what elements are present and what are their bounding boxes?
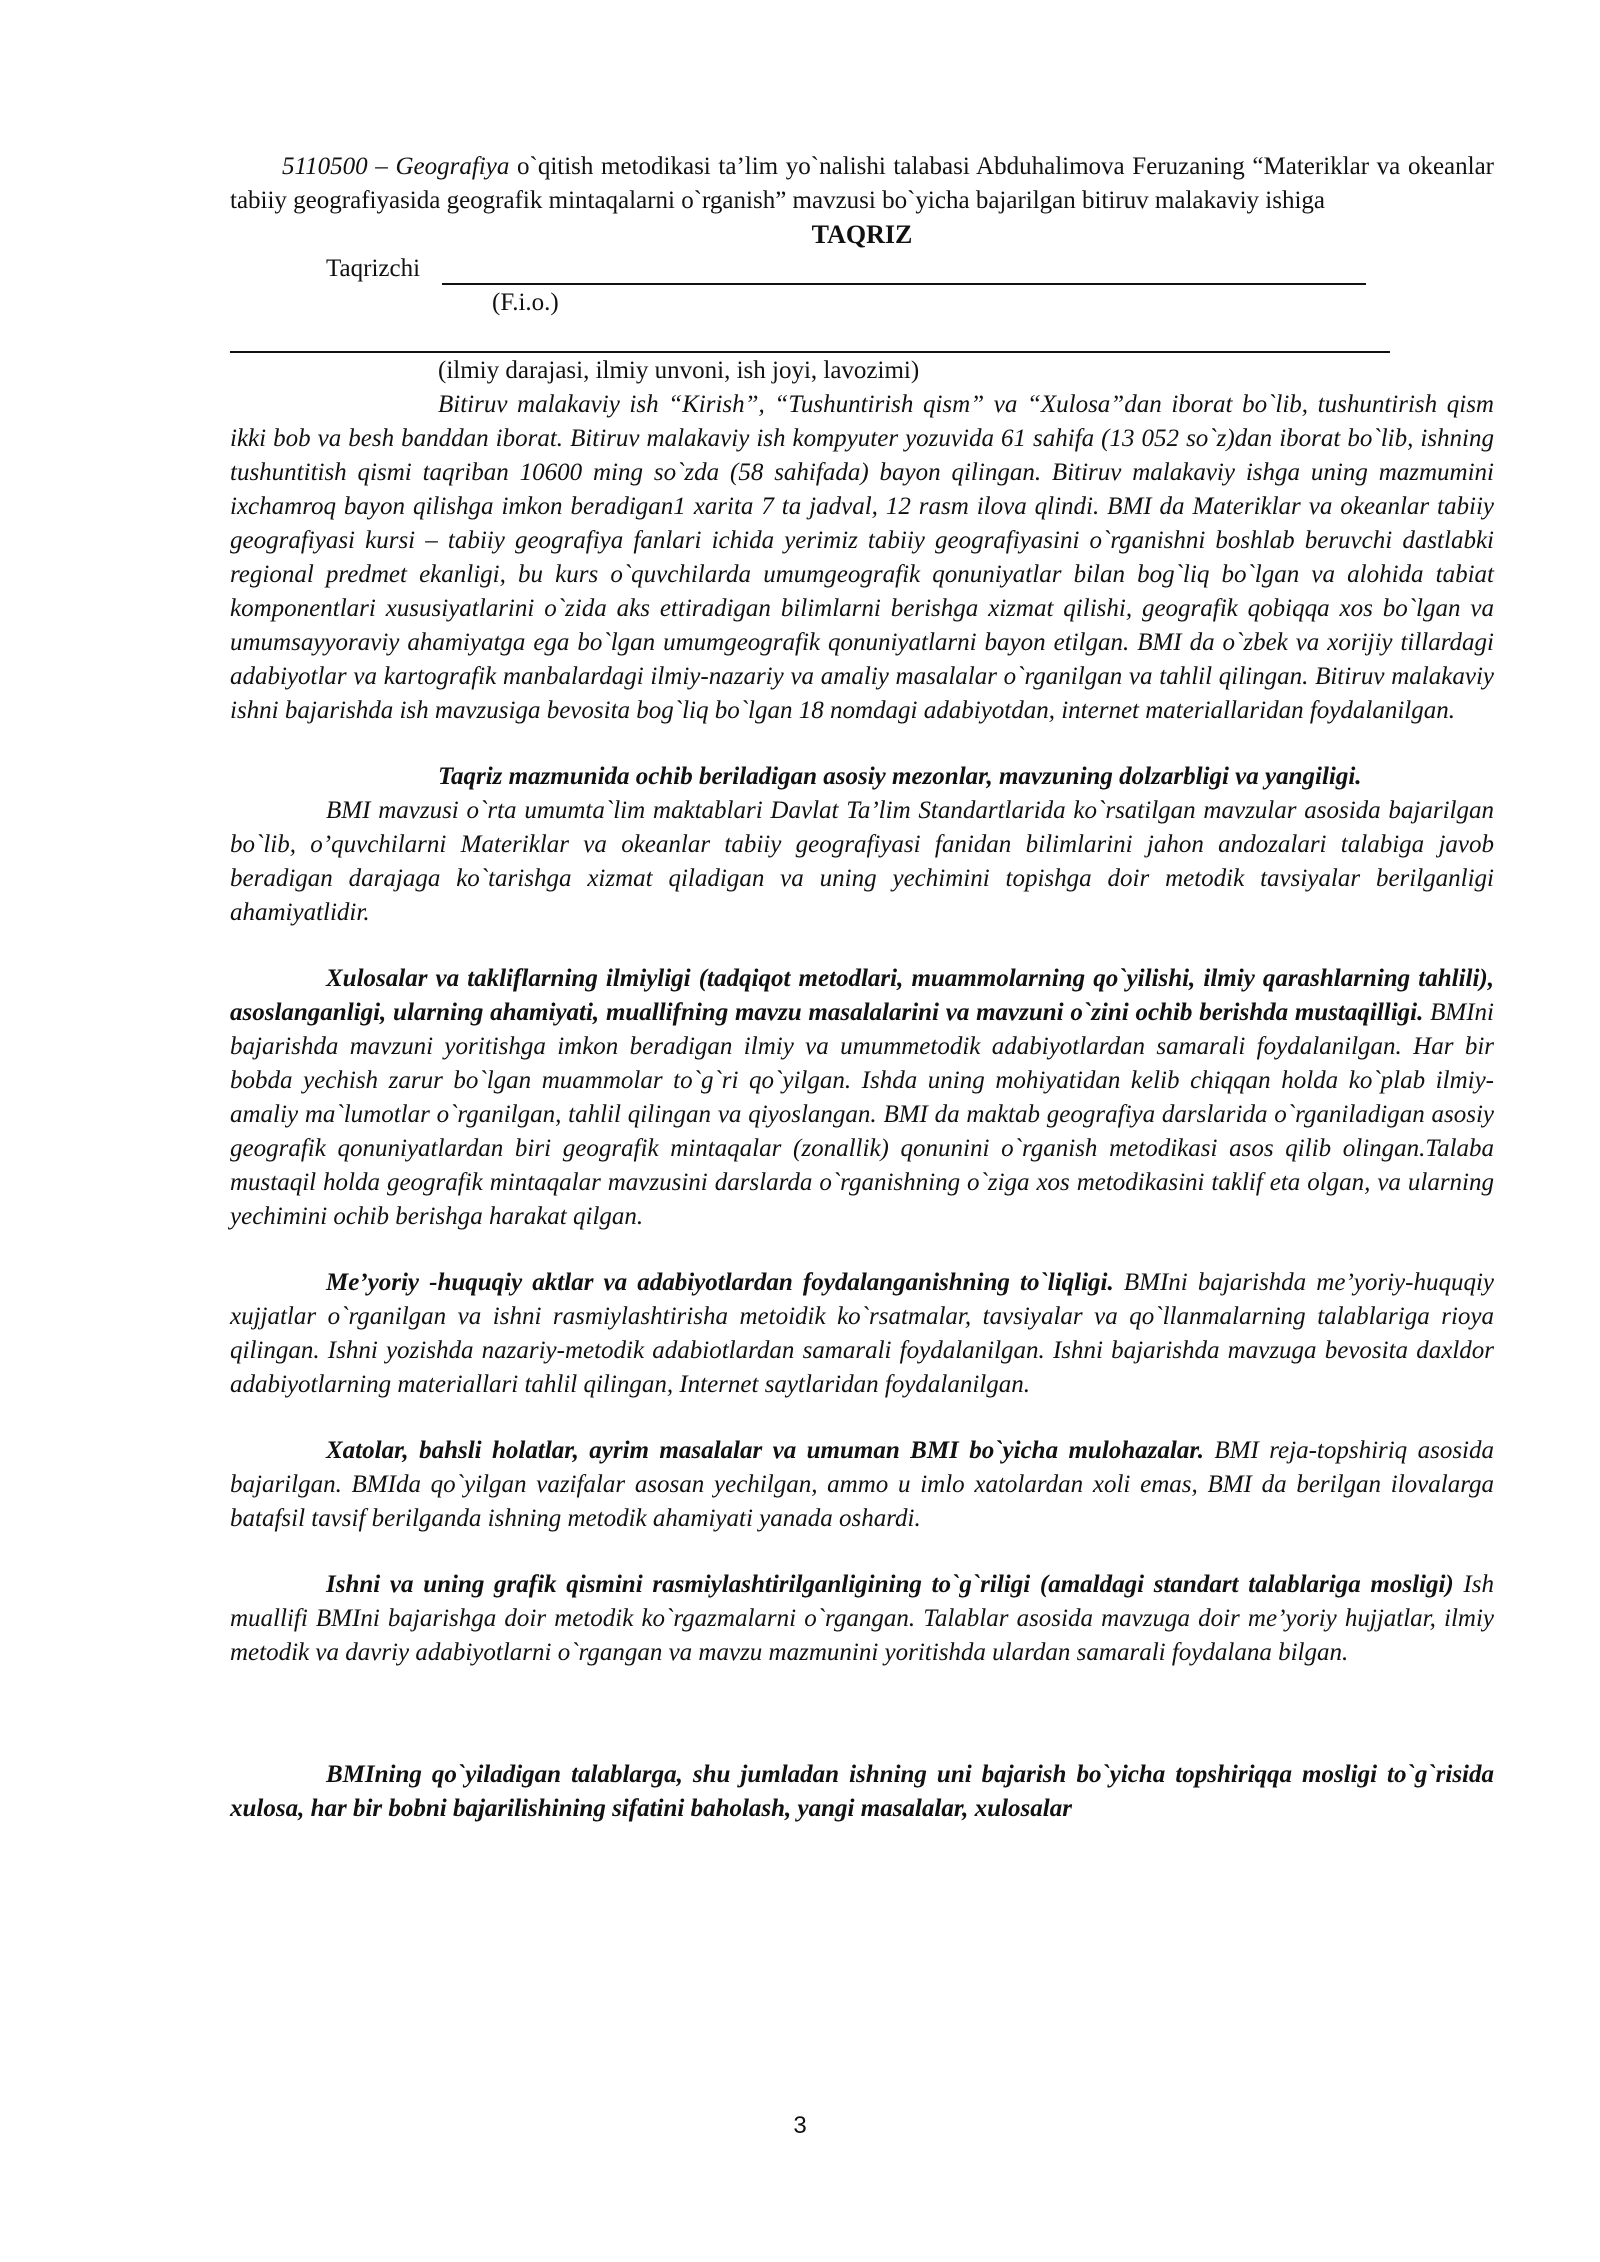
section5-heading: Ishni va uning grafik qismini rasmiylashtirilganligining to`g`riligi (amaldagi standart talablariga mosligi) (326, 1571, 1454, 1598)
spacer (230, 1670, 1494, 1758)
degree-caption: (ilmiy darajasi, ilmiy unvoni, ish joyi, lavozimi) (438, 357, 920, 384)
degree-line (230, 320, 1390, 353)
section3-body: BMIni bajarishda me’yoriy-huquqiy xujjatlar o`rganilgan va ishni rasmiylashtirisha metoidik ko`rsatmalar, tavsiyalar va qo`llanmalarning talablariga rioya qilingan. Ishni yozishda nazariy-metodik adabiotlardan samarali foydalanilgan. Ishni bajarishda mavzuga bevosita daxldor adabiyotlarning materiallari tahlil qilingan, Internet saytlaridan foydalanilgan. (230, 1269, 1494, 1398)
header-paragraph (230, 150, 1494, 218)
section1-heading: Taqriz mazmunida ochib beriladigan asosiy mezonlar, mavzuning dolzarbligi va yangiligi. (438, 763, 1362, 790)
spacer (230, 728, 1494, 760)
section2-paragraph (230, 962, 1494, 1234)
document-title: TAQRIZ (811, 220, 913, 249)
reviewer-row (230, 252, 1494, 286)
spacer (230, 1234, 1494, 1266)
reviewer-name-line (442, 252, 1366, 285)
page-number: 3 (793, 2112, 807, 2139)
section3-heading: Me’yoriy -huquqiy aktlar va adabiyotlardan foydalanganishning to`liqligi. (326, 1269, 1114, 1296)
header-text: o`qitish metodikasi ta’lim yo`nalishi talabasi Abduhalimova Feruzaning “Materiklar va okeanlar tabiiy geografiyasida geografik mintaqalarni o`rganish” mavzusi bo`yicha bajarilgan bitiruv malakaviy ishiga (230, 153, 1495, 214)
section6-heading: BMIning qo`yiladigan talablarga, shu jumladan ishning uni bajarish bo`yicha topshiriqqa mosligi to`g`risida xulosa, har bir bobni bajarilishining sifatini baholash, yangi masalalar, xulosalar (230, 1761, 1494, 1822)
spacer (230, 930, 1494, 962)
program-code: 5110500 – Geografiya (282, 153, 510, 180)
section2-heading: Xulosalar va takliflarning ilmiyligi (tadqiqot metodlari, muammolarning qo`yilishi, ilmiy qarashlarning tahlili), asoslanganligi, ularning ahamiyati, muallifning mavzu masalalarini va mavzuni o`zini ochib berishda mustaqilligi. (230, 965, 1494, 1026)
document-content (230, 150, 1494, 1826)
section3-paragraph (230, 1266, 1494, 1402)
section1-body: BMI mavzusi o`rta umumta`lim maktablari Davlat Ta’lim Standartlarida ko`rsatilgan mavzular asosida bajarilgan bo`lib, o’quvchilarni Materiklar va okeanlar tabiiy geografiyasi fanidan bilimlarini jahon andozalari talabiga javob beradigan darajaga ko`tarishga xizmat qiladigan va uning yechimini topishga doir metodik tavsiyalar berilganligi ahamiyatlidir. (230, 797, 1494, 926)
reviewer-label: Taqrizchi (326, 255, 421, 282)
section4-paragraph (230, 1434, 1494, 1536)
degree-line-row (230, 320, 1494, 354)
spacer (230, 1402, 1494, 1434)
section2-body: BMIni bajarishda mavzuni yoritishga imkon beradigan ilmiy va umummetodik adabiyotlardan samarali foydalanilgan. Har bir bobda yechish zarur bo`lgan muammolar to`g`ri qo`yilgan. Ishda uning mohiyatidan kelib chiqqan holda ko`plab ilmiy-amaliy ma`lumotlar o`rganilgan, tahlil qilingan va qiyoslangan. BMI da maktab geografiya darslarida o`rganiladigan asosiy geografik qonuniyatlardan biri geografik mintaqalar (zonallik) qonunini o`rganish metodikasi asos qilib olingan.Talaba mustaqil holda geografik mintaqalar mavzusini darslarda o`rganishning o`ziga xos metodikasini taklif eta olgan, va ularning yechimini ochib berishga harakat qilgan. (230, 999, 1494, 1230)
section4-heading: Xatolar, bahsli holatlar, ayrim masalalar va umuman BMI bo`yicha mulohazalar. (326, 1437, 1204, 1464)
intro-paragraph: Bitiruv malakaviy ish “Kirish”, “Tushuntirish qism” va “Xulosa”dan iborat bo`lib, tushuntirish qism ikki bob va besh banddan iborat. Bitiruv malakaviy ish kompyuter yozuvida 61 sahifa (13 052 so`z)dan iborat bo`lib, ishning tushuntitish qismi taqriban 10600 ming so`zda (58 sahifada) bayon qilingan. Bitiruv malakaviy ishga uning mazmumini ixchamroq bayon qilishga imkon beradigan1 xarita 7 ta jadval, 12 rasm ilova qlindi. BMI da Materiklar va okeanlar tabiiy geografiyasi kursi – tabiiy geografiya fanlari ichida yerimiz tabiiy geografiyasini o`rganishni boshlab beruvchi dastlabki regional predmet ekanligi, bu kurs o`quvchilarda umumgeografik qonuniyatlar bilan bog`liq bo`lgan va alohida tabiat komponentlari xususiyatlarini o`zida aks ettiradigan bilimlarni berishga xizmat qilishi, geografik qobiqqa xos bo`lgan va umumsayyoraviy ahamiyatga ega bo`lgan umumgeografik qonuniyatlarni bayon etilgan. BMI da o`zbek va xorijiy tillardagi adabiyotlar va kartografik manbalardagi ilmiy-nazariy va amaliy masalalar o`rganilgan va tahlil qilingan. Bitiruv malakaviy ishni bajarishda ish mavzusiga bevosita bog`liq bo`lgan 18 nomdagi adabiyotdan, internet materiallaridan foydalanilgan. (230, 391, 1494, 724)
section4-body: BMI reja-topshiriq asosida bajarilgan. BMIda qo`yilgan vazifalar asosan yechilgan, ammo u imlo xatolardan xoli emas, BMI da berilgan ilovalarga batafsil tavsif berilganda ishning metodik ahamiyati yanada oshardi. (230, 1437, 1495, 1532)
fio-caption: (F.i.o.) (492, 289, 559, 316)
section5-paragraph (230, 1568, 1494, 1670)
spacer (230, 1536, 1494, 1568)
section5-body: Ish muallifi BMIni bajarishga doir metodik ko`rgazmalarni o`rgangan. Talablar asosida mavzuga doir me’yoriy hujjatlar, ilmiy metodik va davriy adabiyotlarni o`rgangan va mavzu mazmunini yoritishda ulardan samarali foydalana bilgan. (230, 1571, 1494, 1666)
